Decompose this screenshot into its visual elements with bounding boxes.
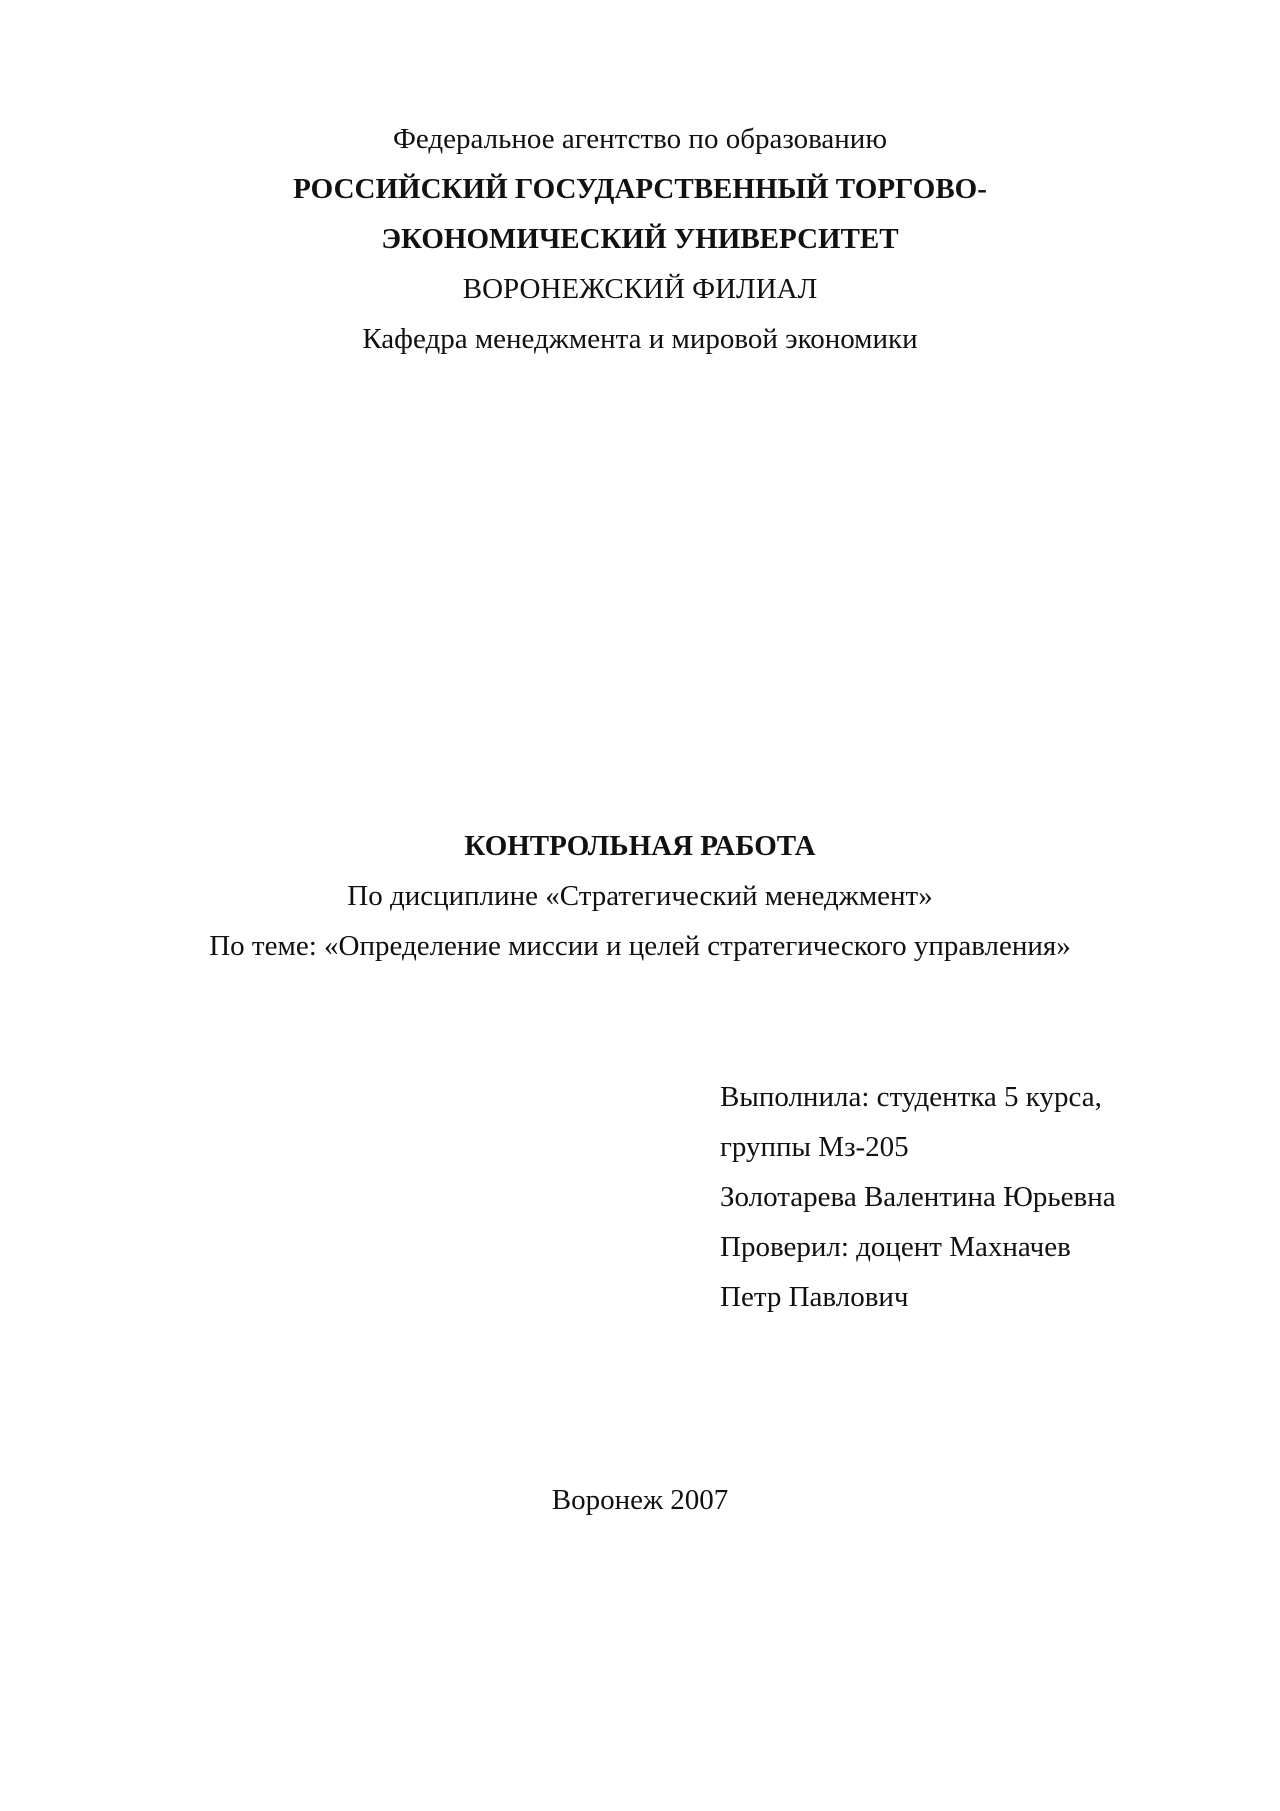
reviewer-line-1: Проверил: доцент Махначев <box>720 1231 1071 1263</box>
department-line: Кафедра менеджмента и мировой экономики <box>362 323 918 355</box>
city-year-line: Воронеж 2007 <box>551 1484 729 1516</box>
reviewer-line-2: Петр Павлович <box>720 1281 909 1313</box>
agency-line: Федеральное агентство по образованию <box>392 123 887 155</box>
university-name-line2: ЭКОНОМИЧЕСКИЙ УНИВЕРСИТЕТ <box>381 223 899 255</box>
author-line-3: Золотарева Валентина Юрьевна <box>720 1181 1116 1213</box>
discipline-line: По дисциплине «Стратегический менеджмент» <box>347 880 933 912</box>
branch-line: ВОРОНЕЖСКИЙ ФИЛИАЛ <box>462 273 818 305</box>
university-name-line1: РОССИЙСКИЙ ГОСУДАРСТВЕННЫЙ ТОРГОВО- <box>293 173 987 205</box>
author-line-2: группы Мз-205 <box>720 1131 909 1163</box>
work-title: КОНТРОЛЬНАЯ РАБОТА <box>464 830 816 862</box>
topic-line: По теме: «Определение миссии и целей стратегического управления» <box>209 930 1071 962</box>
author-line-1: Выполнила: студентка 5 курса, <box>720 1081 1102 1113</box>
